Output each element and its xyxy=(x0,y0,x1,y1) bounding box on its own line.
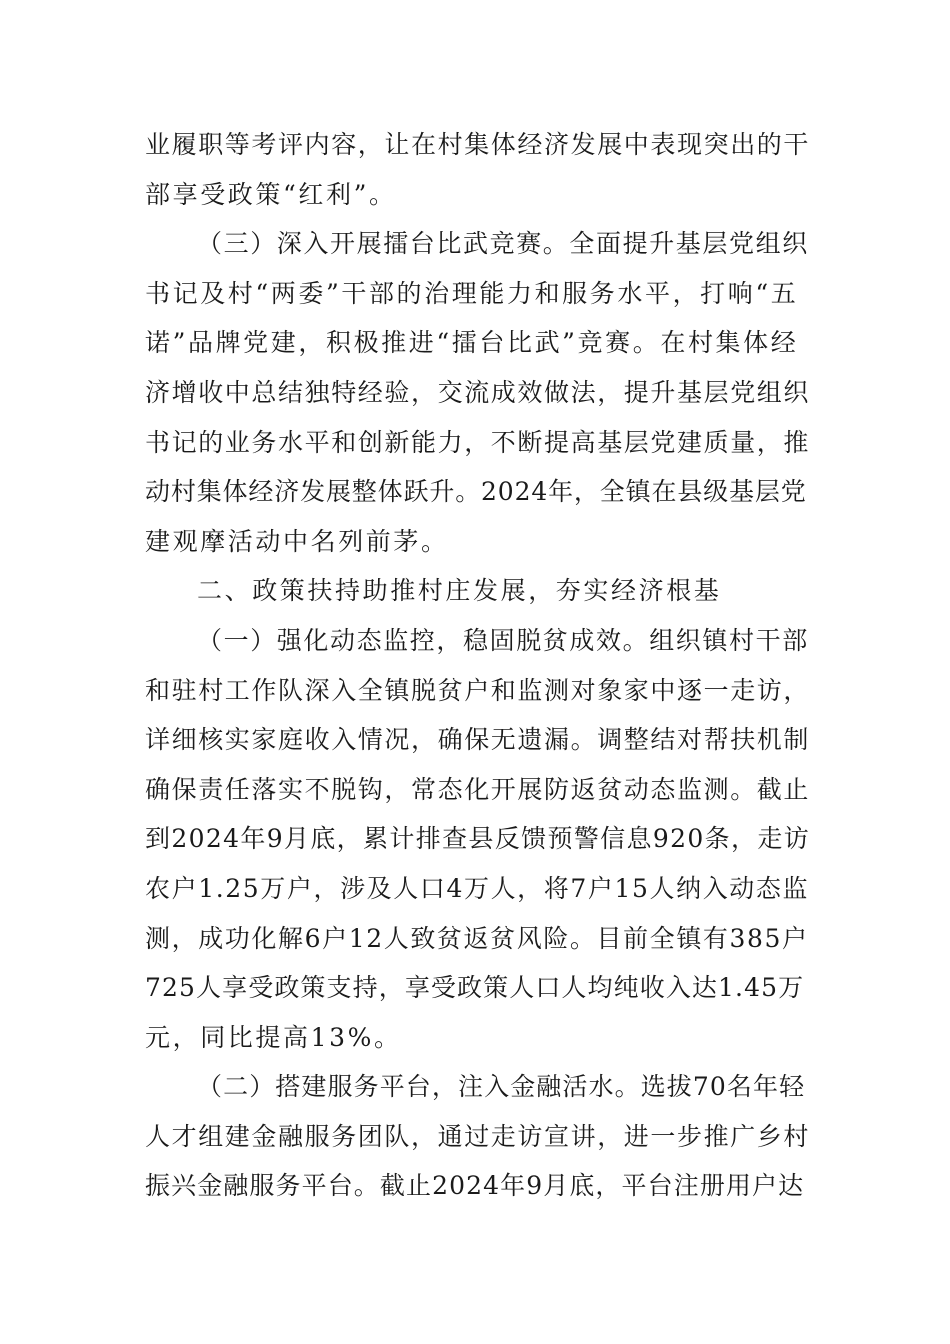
text-line: 到2024年9月底，累计排查县反馈预警信息920条，走访 xyxy=(145,824,811,854)
text-line: 书记的业务水平和创新能力，不断提高基层党建质量，推 xyxy=(145,427,811,457)
text-line: 确保责任落实不脱钩，常态化开展防返贫动态监测。截止 xyxy=(145,774,811,804)
text-line: 测，成功化解6户12人致贫返贫风险。目前全镇有385户 xyxy=(145,923,809,953)
text-line: 详细核实家庭收入情况，确保无遗漏。调整结对帮扶机制 xyxy=(145,725,811,755)
text-line: 诺”品牌党建，积极推进“擂台比武”竞赛。在村集体经 xyxy=(145,328,799,358)
body-text xyxy=(145,120,810,1211)
text-line: 济增收中总结独特经验，交流成效做法，提升基层党组织 xyxy=(145,377,811,407)
text-line: 725人享受政策支持，享受政策人口人均纯收入达1.45万 xyxy=(145,973,805,1003)
text-line: 振兴金融服务平台。截止2024年9月底，平台注册用户达 xyxy=(145,1171,805,1201)
text-line: 和驻村工作队深入全镇脱贫户和监测对象家中逐一走访， xyxy=(145,675,811,705)
text-line: 二、政策扶持助推村庄发展，夯实经济根基 xyxy=(197,576,722,606)
text-line: 建观摩活动中名列前茅。 xyxy=(145,526,449,556)
text-line: 书记及村“两委”干部的治理能力和服务水平，打响“五 xyxy=(145,278,799,308)
text-line: 业履职等考评内容，让在村集体经济发展中表现突出的干 xyxy=(145,130,811,159)
text-line: 农户1.25万户，涉及人口4万人，将7户15人纳入动态监 xyxy=(145,873,810,903)
text-line: 人才组建金融服务团队，通过走访宣讲，进一步推广乡村 xyxy=(145,1121,811,1151)
text-line: （二）搭建服务平台，注入金融活水。选拔70名年轻 xyxy=(197,1072,806,1102)
text-line: 动村集体经济发展整体跃升。2024年，全镇在县级基层党 xyxy=(145,477,807,507)
text-line: （三）深入开展擂台比武竞赛。全面提升基层党组织 xyxy=(197,229,809,259)
text-line: 部享受政策“红利”。 xyxy=(145,179,397,209)
text-line: （一）强化动态监控，稳固脱贫成效。组织镇村干部 xyxy=(197,625,809,655)
text-line: 元，同比提高13%。 xyxy=(145,1022,402,1052)
